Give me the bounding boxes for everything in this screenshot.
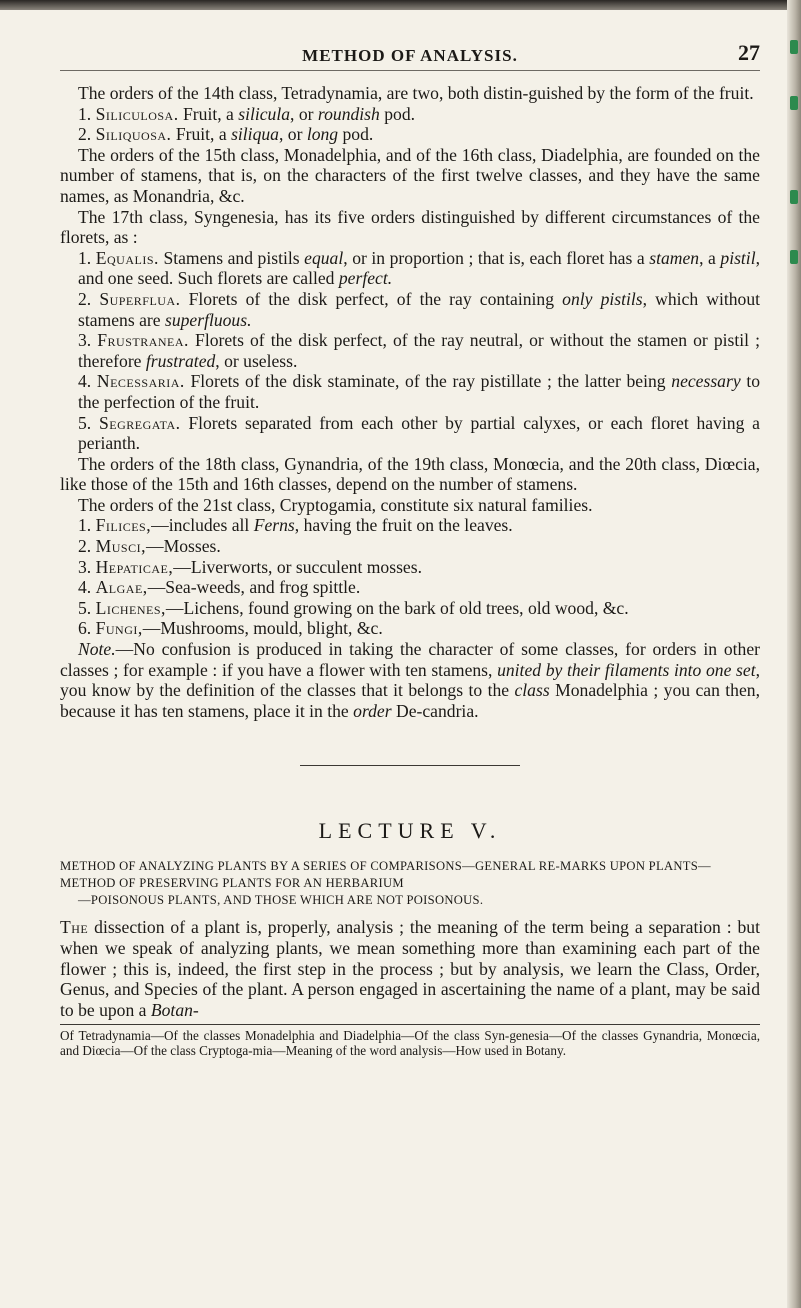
- text-run: —Sea-weeds, and frog spittle.: [147, 577, 361, 598]
- small-caps-term: Lichenes,: [95, 597, 166, 618]
- text-run: The orders of the 18th class, Gynandria, of the 19th class, Monœcia, and the 20th class, Diœcia, like those of the 15th and 16th classes, depend on the number of stamens.: [60, 453, 760, 495]
- paragraph: [60, 145, 760, 207]
- list-item: [60, 371, 760, 412]
- list-item: [60, 577, 760, 598]
- text-run: Florets of the disk staminate, of the ray pistillate ; the latter being: [184, 371, 672, 392]
- text-run: 1.: [78, 247, 96, 268]
- body-text: [60, 83, 760, 721]
- text-run: 5.: [78, 412, 99, 433]
- small-caps-term: The: [60, 917, 89, 938]
- list-item: [60, 248, 760, 289]
- text-run: pod.: [379, 103, 416, 124]
- lecture-summary-line: —POISONOUS PLANTS, AND THOSE WHICH ARE NOT POISONOUS.: [78, 893, 484, 908]
- page-number: 27: [738, 40, 760, 65]
- text-run: Florets separated from each other by partial calyxes, or each floret having a perianth.: [78, 412, 760, 454]
- running-head: [60, 40, 760, 71]
- text-run: —Mushrooms, mould, blight, &c.: [142, 618, 383, 639]
- paragraph: [60, 639, 760, 721]
- spine-tab: [790, 40, 798, 54]
- text-run: , or: [278, 124, 307, 145]
- text-run: Florets of the disk perfect, of the ray neutral, or without the stamen or pistil ; therefore: [78, 330, 760, 371]
- italic-text: long: [306, 124, 339, 145]
- footnote-rule: [60, 1024, 760, 1025]
- list-item: [60, 124, 760, 145]
- text-run: —Lichens, found growing on the bark of old trees, old wood, &c.: [165, 597, 629, 618]
- small-caps-term: Siliculosa.: [95, 103, 179, 124]
- list-item: [60, 536, 760, 557]
- text-run: , having the fruit on the leaves.: [294, 515, 513, 536]
- small-caps-term: Hepaticae,: [95, 556, 174, 577]
- text-run: The 17th class, Syngenesia, has its five orders distinguished by different circumstances of the florets, as :: [60, 206, 760, 248]
- small-caps-term: Siliquosa.: [95, 124, 172, 145]
- italic-text: pistil: [720, 247, 756, 268]
- italic-text: superfluous.: [164, 309, 252, 330]
- text-run: —No confusion is produced in taking the character of some classes, for orders in other classes ; for example : if you have a flower with ten stamens,: [60, 639, 760, 680]
- text-run: 2.: [78, 536, 96, 557]
- list-item: [60, 413, 760, 454]
- italic-text: class: [514, 680, 550, 701]
- small-caps-term: Algae,: [95, 577, 148, 598]
- text-run: 4.: [78, 577, 96, 598]
- italic-text: frustrated: [145, 350, 216, 371]
- italic-text: order: [353, 700, 392, 721]
- text-run: The orders of the 21st class, Cryptogamia, constitute six natural families.: [78, 494, 593, 515]
- text-run: 2.: [78, 124, 96, 145]
- text-run: , a: [699, 247, 721, 268]
- list-item: [60, 330, 760, 371]
- small-caps-term: Fungi,: [95, 618, 143, 639]
- text-run: , and one seed. Such florets are called: [78, 247, 760, 289]
- small-caps-term: Equalis.: [95, 247, 159, 268]
- italic-text: only pistils: [562, 288, 643, 309]
- text-run: Fruit, a: [171, 124, 232, 145]
- text-run: —Mosses.: [145, 536, 221, 557]
- italic-text: perfect.: [338, 268, 393, 289]
- lecture-title: LECTURE V.: [318, 818, 502, 844]
- list-item: [60, 104, 760, 125]
- italic-text: Ferns: [253, 515, 295, 536]
- small-caps-term: Segregata.: [98, 412, 181, 433]
- italic-text: Note.: [78, 639, 116, 660]
- italic-text: stamen: [649, 247, 700, 268]
- text-run: Florets of the disk perfect, of the ray containing: [180, 288, 563, 309]
- section-divider: [300, 765, 520, 766]
- paragraph: [60, 495, 760, 516]
- paragraph: [60, 83, 760, 104]
- text-run: 1.: [78, 515, 96, 536]
- text-run: , or in proportion ; that is, each floret has a: [343, 247, 650, 268]
- page-top-edge: [0, 0, 801, 10]
- small-caps-term: Superflua.: [99, 288, 181, 309]
- small-caps-term: Frustranea.: [97, 330, 189, 351]
- italic-text: silicula: [238, 103, 291, 124]
- small-caps-term: Musci,: [95, 536, 146, 557]
- text-run: dissection of a plant is, properly, analysis ; the meaning of the term being a separation : but when we speak of analyzing plants, we mean something more than examining each part of the flower ; this is, indeed, the first step in the process ; but by analysis, we learn the Class, Order, Genus, and Species of the plant. A person engaged in ascertaining the name of a plant, may be said to be upon a: [60, 917, 760, 1020]
- text-run: Stamens and pistils: [158, 247, 305, 268]
- text-run: , or useless.: [215, 350, 298, 371]
- lecture-body: [60, 917, 760, 1020]
- small-caps-term: Filices,: [95, 515, 152, 536]
- text-run: —includes all: [151, 515, 254, 536]
- lecture-paragraph: [60, 917, 760, 1020]
- text-run: 4.: [78, 371, 97, 392]
- paragraph: [60, 207, 760, 248]
- text-run: 1.: [78, 103, 96, 124]
- text-run: —Liverworts, or succulent mosses.: [173, 556, 422, 577]
- italic-text: equal: [304, 247, 344, 268]
- text-run: 3.: [78, 556, 96, 577]
- list-item: [60, 515, 760, 536]
- paragraph: [60, 454, 760, 495]
- italic-text: necessary: [671, 371, 741, 392]
- italic-text: siliqua: [231, 124, 279, 145]
- lecture-summary-line: METHOD OF ANALYZING PLANTS BY A SERIES OF COMPARISONS—GENERAL RE-MARKS UPON PLANTS—METHOD OF PRESERVING PLANTS FOR AN HERBARIUM: [60, 859, 711, 891]
- book-spine-edge: [787, 0, 801, 1308]
- text-run: 5.: [78, 597, 96, 618]
- lecture-summary: [60, 858, 760, 909]
- text-run: 2.: [78, 288, 100, 309]
- text-run: , you know by the definition of the classes that it belongs to the: [60, 659, 760, 701]
- text-run: Fruit, a: [178, 103, 239, 124]
- list-item: [60, 289, 760, 330]
- list-item: [60, 598, 760, 619]
- text-run: 6.: [78, 618, 96, 639]
- spine-tab: [790, 250, 798, 264]
- list-item: [60, 618, 760, 639]
- text-run: , which without stamens are: [78, 288, 760, 330]
- text-run: Monadelphia ; you can then, because it has ten stamens, place it in the: [60, 680, 760, 721]
- italic-text: united by their filaments into one set: [497, 659, 756, 680]
- spine-tab: [790, 190, 798, 204]
- italic-text: Botan-: [150, 999, 199, 1020]
- spine-tab: [790, 96, 798, 110]
- book-page: [60, 40, 760, 1058]
- text-run: to the perfection of the fruit.: [78, 371, 761, 412]
- footnote: Of Tetradynamia—Of the classes Monadelphia and Diadelphia—Of the class Syn-genesia—Of the classes Gynandria, Monœcia, and Diœcia—Of the class Cryptoga-mia—Meaning of the word analysis—How used in Botany.: [60, 1028, 760, 1059]
- text-run: pod.: [338, 124, 374, 145]
- text-run: , or: [290, 103, 318, 124]
- text-run: 3.: [78, 330, 98, 351]
- text-run: De-candria.: [391, 700, 479, 721]
- running-title: METHOD OF ANALYSIS.: [302, 46, 518, 65]
- italic-text: roundish: [317, 103, 380, 124]
- small-caps-term: Necessaria.: [96, 371, 185, 392]
- text-run: The orders of the 15th class, Monadelphia, and of the 16th class, Diadelphia, are founded on the number of stamens, that is, on the characters of the first twelve classes, and they have the same names, as Monandria, &c.: [60, 144, 760, 206]
- list-item: [60, 557, 760, 578]
- text-run: The orders of the 14th class, Tetradynamia, are two, both distin-guished by the form of the fruit.: [78, 83, 754, 103]
